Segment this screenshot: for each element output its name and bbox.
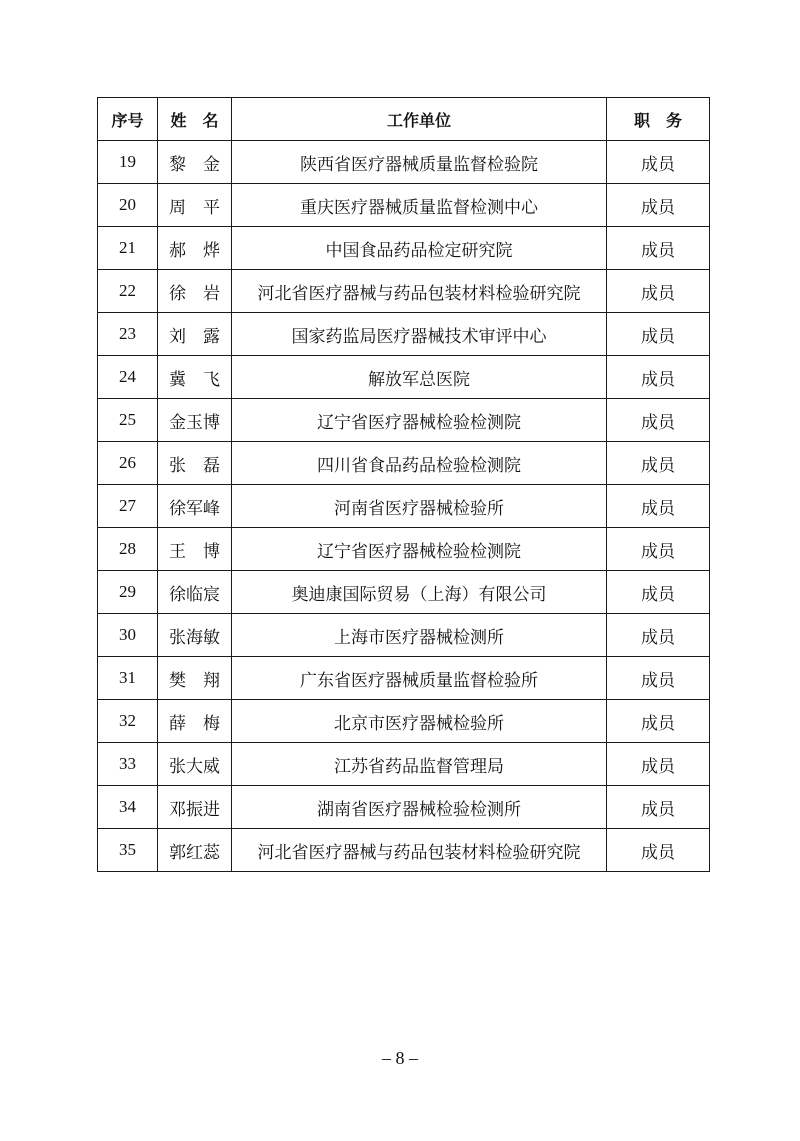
cell-unit: 江苏省药品监督管理局 xyxy=(232,743,607,786)
cell-no: 19 xyxy=(98,141,158,184)
cell-role: 成员 xyxy=(607,786,710,829)
header-role: 职 务 xyxy=(607,98,710,141)
cell-name: 刘 露 xyxy=(158,313,232,356)
cell-role: 成员 xyxy=(607,184,710,227)
cell-role: 成员 xyxy=(607,829,710,872)
table-row xyxy=(98,227,710,270)
cell-role: 成员 xyxy=(607,227,710,270)
cell-unit: 奥迪康国际贸易（上海）有限公司 xyxy=(232,571,607,614)
table-row xyxy=(98,743,710,786)
table-row xyxy=(98,141,710,184)
cell-no: 23 xyxy=(98,313,158,356)
cell-role: 成员 xyxy=(607,313,710,356)
cell-unit: 河南省医疗器械检验所 xyxy=(232,485,607,528)
cell-unit: 陕西省医疗器械质量监督检验院 xyxy=(232,141,607,184)
cell-unit: 辽宁省医疗器械检验检测院 xyxy=(232,528,607,571)
cell-role: 成员 xyxy=(607,485,710,528)
table-row xyxy=(98,614,710,657)
cell-name: 张海敏 xyxy=(158,614,232,657)
cell-role: 成员 xyxy=(607,356,710,399)
page-number: – 8 – xyxy=(382,1048,418,1068)
cell-unit: 北京市医疗器械检验所 xyxy=(232,700,607,743)
table-row xyxy=(98,528,710,571)
table-row xyxy=(98,571,710,614)
cell-unit: 河北省医疗器械与药品包装材料检验研究院 xyxy=(232,829,607,872)
cell-unit: 湖南省医疗器械检验检测所 xyxy=(232,786,607,829)
cell-role: 成员 xyxy=(607,571,710,614)
cell-name: 徐 岩 xyxy=(158,270,232,313)
header-unit: 工作单位 xyxy=(232,98,607,141)
cell-no: 27 xyxy=(98,485,158,528)
cell-no: 24 xyxy=(98,356,158,399)
header-name: 姓 名 xyxy=(158,98,232,141)
cell-name: 张大威 xyxy=(158,743,232,786)
table-row xyxy=(98,270,710,313)
cell-name: 徐临宸 xyxy=(158,571,232,614)
cell-name: 王 博 xyxy=(158,528,232,571)
cell-no: 34 xyxy=(98,786,158,829)
cell-no: 31 xyxy=(98,657,158,700)
cell-name: 周 平 xyxy=(158,184,232,227)
cell-name: 郝 烨 xyxy=(158,227,232,270)
header-no: 序号 xyxy=(98,98,158,141)
table-row xyxy=(98,700,710,743)
cell-name: 冀 飞 xyxy=(158,356,232,399)
cell-no: 25 xyxy=(98,399,158,442)
cell-name: 张 磊 xyxy=(158,442,232,485)
cell-role: 成员 xyxy=(607,141,710,184)
cell-role: 成员 xyxy=(607,270,710,313)
table-row xyxy=(98,184,710,227)
cell-unit: 四川省食品药品检验检测院 xyxy=(232,442,607,485)
cell-no: 21 xyxy=(98,227,158,270)
table-row xyxy=(98,313,710,356)
table-row xyxy=(98,786,710,829)
cell-unit: 解放军总医院 xyxy=(232,356,607,399)
cell-role: 成员 xyxy=(607,399,710,442)
table-row xyxy=(98,442,710,485)
cell-unit: 广东省医疗器械质量监督检验所 xyxy=(232,657,607,700)
cell-name: 邓振进 xyxy=(158,786,232,829)
cell-unit: 中国食品药品检定研究院 xyxy=(232,227,607,270)
cell-name: 郭红蕊 xyxy=(158,829,232,872)
table-header-row xyxy=(98,98,710,141)
cell-unit: 河北省医疗器械与药品包装材料检验研究院 xyxy=(232,270,607,313)
cell-unit: 辽宁省医疗器械检验检测院 xyxy=(232,399,607,442)
cell-no: 20 xyxy=(98,184,158,227)
cell-role: 成员 xyxy=(607,442,710,485)
cell-unit: 上海市医疗器械检测所 xyxy=(232,614,607,657)
cell-no: 35 xyxy=(98,829,158,872)
cell-role: 成员 xyxy=(607,743,710,786)
cell-no: 33 xyxy=(98,743,158,786)
cell-name: 黎 金 xyxy=(158,141,232,184)
cell-name: 金玉博 xyxy=(158,399,232,442)
cell-no: 22 xyxy=(98,270,158,313)
member-table xyxy=(97,97,710,872)
cell-unit: 国家药监局医疗器械技术审评中心 xyxy=(232,313,607,356)
cell-role: 成员 xyxy=(607,528,710,571)
cell-no: 32 xyxy=(98,700,158,743)
table-row xyxy=(98,657,710,700)
table-row xyxy=(98,356,710,399)
cell-unit: 重庆医疗器械质量监督检测中心 xyxy=(232,184,607,227)
table-row xyxy=(98,399,710,442)
cell-no: 29 xyxy=(98,571,158,614)
cell-role: 成员 xyxy=(607,700,710,743)
cell-no: 30 xyxy=(98,614,158,657)
cell-no: 26 xyxy=(98,442,158,485)
cell-role: 成员 xyxy=(607,657,710,700)
table-row xyxy=(98,829,710,872)
cell-name: 薛 梅 xyxy=(158,700,232,743)
cell-role: 成员 xyxy=(607,614,710,657)
table-row xyxy=(98,485,710,528)
cell-no: 28 xyxy=(98,528,158,571)
cell-name: 徐军峰 xyxy=(158,485,232,528)
cell-name: 樊 翔 xyxy=(158,657,232,700)
